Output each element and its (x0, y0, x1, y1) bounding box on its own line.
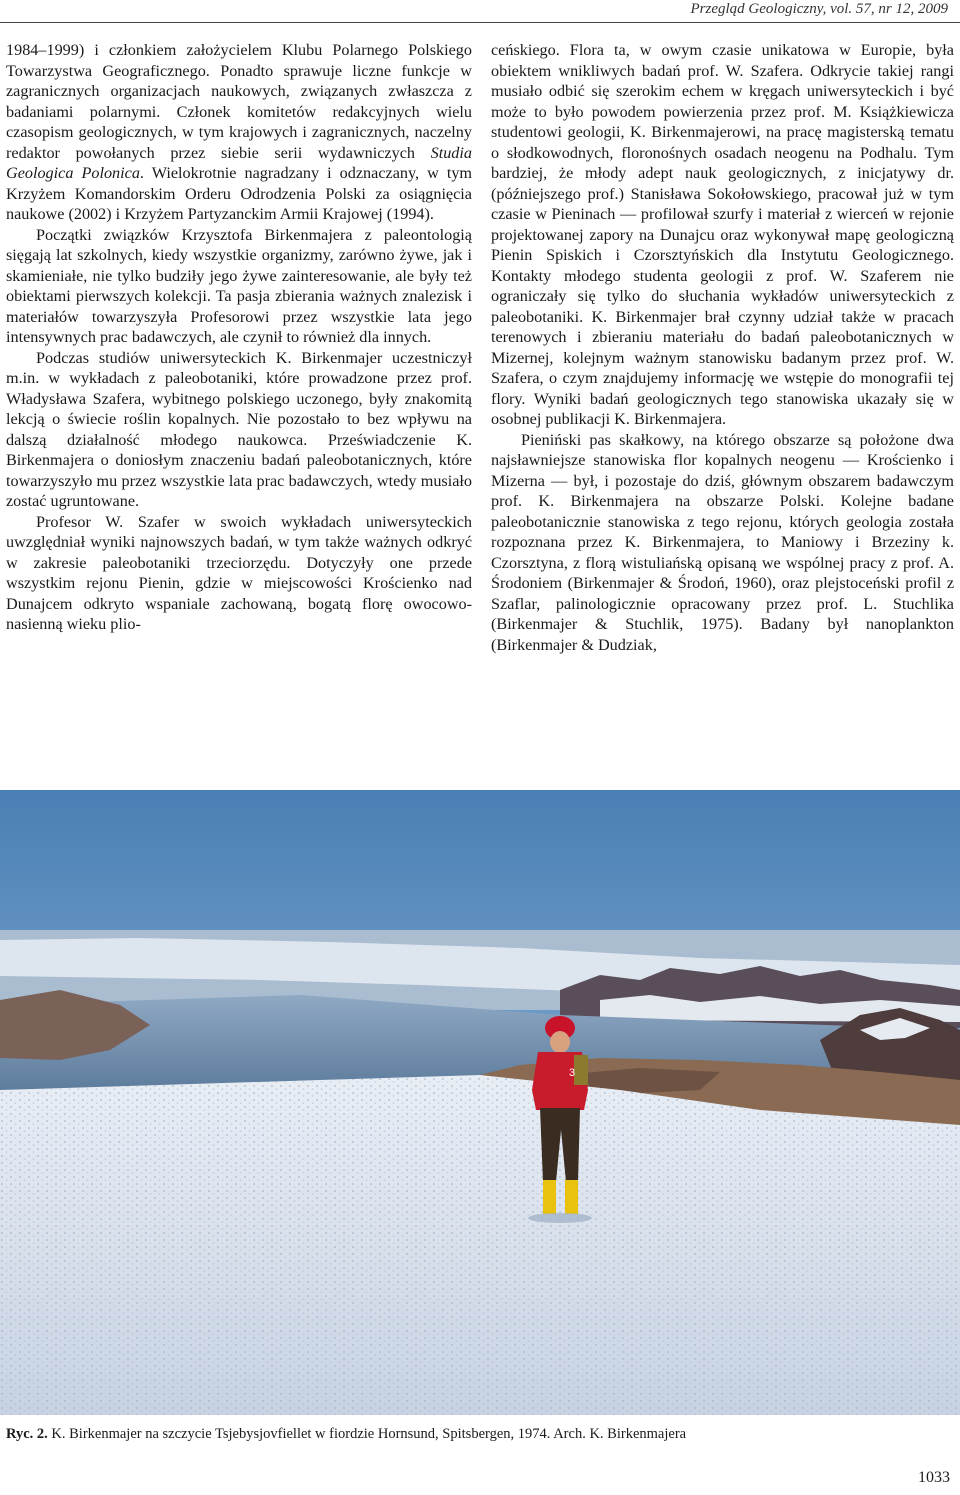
running-header (0, 0, 960, 23)
left-boot (543, 1180, 556, 1214)
left-text-column (6, 40, 472, 635)
figure-caption-text: K. Birkenmajer na szczycie Tsjebysjovfiellet w fiordzie Hornsund, Spitsbergen, 1974. Arch. K. Birkenmajera (47, 1426, 687, 1442)
figure-caption (6, 1425, 686, 1443)
face (550, 1031, 570, 1053)
right-boot (565, 1180, 578, 1214)
right-paragraph-1: ceńskiego. Flora ta, w owym czasie unikatowa w Europie, była obiektem wnikliwych badań prof. W. Szafera. Odkrycie takiej rangi musiało odbić się szerokim echem w kręgach uniwersyteckich i być może to było powodem powierzenia przez prof. M. Książkiewicza studentowi geologii, K. Birkenmajerowi, na pracę magisterską tematu o słodkowodnych, floronośnych osadach neogenu na Podhalu. Tym bardziej, że młody adept nauk geologicznych, z inicjatywy dr. (późniejszego prof.) Stanisława Sokołowskiego, pracował już w tym czasie w Pieninach — profilował szurfy i materiał z wierceń w rejonie projektowanej zapory na Dunajcu oraz wykonywał mapę geologiczną Pienin Spiskich i Czorsztyńskich dla Instytutu Geologicznego. Kontakty młodego studenta geologii z prof. W. Szaferem nie ograniczały się tylko do słuchania wykładów uniwersyteckich z paleobotaniki. K. Birkenmajer brał czynny udział także w pracach terenowych i zbieraniu materiału do badań paleobotanicznych w Mizernej, kolejnym ważnym stanowisku badanym przez prof. W. Szafera, o czym znajdujemy informację we wstępie do monografii tej flory. Wyniki badań geologicznych tego stanowiska ukazały się w osobnej publikacji K. Birkenmajera. (491, 41, 954, 428)
figure-label: Ryc. 2. (6, 1426, 48, 1442)
series-title: Studia Geologica Polonica (6, 143, 472, 182)
left-paragraph-4: Profesor W. Szafer w swoich wykładach uniwersyteckich uwzględniał wyniki najnowszych badań, w tym także ważnych odkryć w zakresie paleobotaniki trzeciorzędu. Dotyczyły one przede wszystkim rejonu Pienin, gdzie w miejscowości Krościenko nad Dunajcem odkryto wspaniale zachowaną, bogatą florę owocowo-nasienną wieku plio- (6, 512, 472, 633)
right-paragraph-2: Pieniński pas skałkowy, na którego obszarze są położone dwa najsławniejsze stanowiska flor kopalnych neogenu — Krościenko i Mizerna — był, i pozostaje do dziś, głównym obszarem badawczym prof. K. Birkenmajera na obszarze Polski. Kolejne badane paleobotanicznie stanowiska z tego rejonu, których geologia została rozpoznana przez K. Birkenmajera, to Maniowy i Brzeziny k. Czorsztyna, z florą wistuliańską opisaną we wspólnej pracy z prof. A. Środoniem (Birkenmajer & Środoń, 1960), oraz plejstoceński profil z Szaflar, palinologicznie opracowany przez prof. L. Stuchlika (Birkenmajer & Stuchlik, 1975). Badany był nanoplankton (Birkenmajer & Dudziak, (491, 430, 954, 654)
figure-photograph (0, 790, 960, 1415)
journal-title: Przegląd Geologiczny, vol. 57, nr 12, 2009 (690, 1, 948, 17)
spitsbergen-summit-photo (0, 790, 960, 1415)
page-number: 1033 (918, 1469, 950, 1486)
jacket-number: 3 (569, 1067, 576, 1079)
snow-texture (0, 1075, 960, 1415)
left-paragraph-2: Początki związków Krzysztofa Birkenmajera z paleontologią sięgają lat szkolnych, kiedy wszystkie organizmy, zarówno żywe, jak i skamieniałe, nie tylko budziły jego żywe zainteresowanie, ale były też obiektami pierwszych kolekcji. Ta pasja zbierania ważnych znalezisk i materiałów towarzyszyła Profesorowi przez wszystkie lata jego intensywnych prac badawczych, ale czynił to również dla innych. (6, 225, 472, 346)
left-paragraph-3: Podczas studiów uniwersyteckich K. Birkenmajer uczestniczył m.in. w wykładach z paleobotaniki, które prowadzone przez prof. Władysława Szafera, wybitnego polskiego uczonego, były znakomitą lekcją o świecie roślin kopalnych. Nie pozostało to bez wpływu na dalszą działalność młodego naukowca. Przeświadczenie K. Birkenmajera o doniosłym znaczeniu badań paleobotanicznych, które towarzyszyło mu przez wszystkie lata prac badawczych, wtedy musiało zostać ugruntowane. (6, 348, 472, 510)
shadow (528, 1213, 592, 1223)
backpack-strap (574, 1055, 588, 1085)
left-paragraph-1: 1984–1999) i członkiem założycielem Klubu Polarnego Polskiego Towarzystwa Geograficznego. Ponadto sprawuje liczne funkcje w zagranicznych organizacjach naukowych, związanych zwłaszcza z badaniami polarnymi. Członek komitetów redakcyjnych wielu czasopism geologicznych, w tym krajowych i zagranicznych, naczelny redaktor powołanych przez siebie serii wydawniczych Studia Geologica Polonica. Wielokrotnie nagradzany i odznaczany, w tym Krzyżem Komandorskim Orderu Odrodzenia Polski za osiągnięcia naukowe (2002) i Krzyżem Partyzanckim Armii Krajowej (1994). (6, 41, 473, 223)
right-text-column (491, 40, 954, 655)
